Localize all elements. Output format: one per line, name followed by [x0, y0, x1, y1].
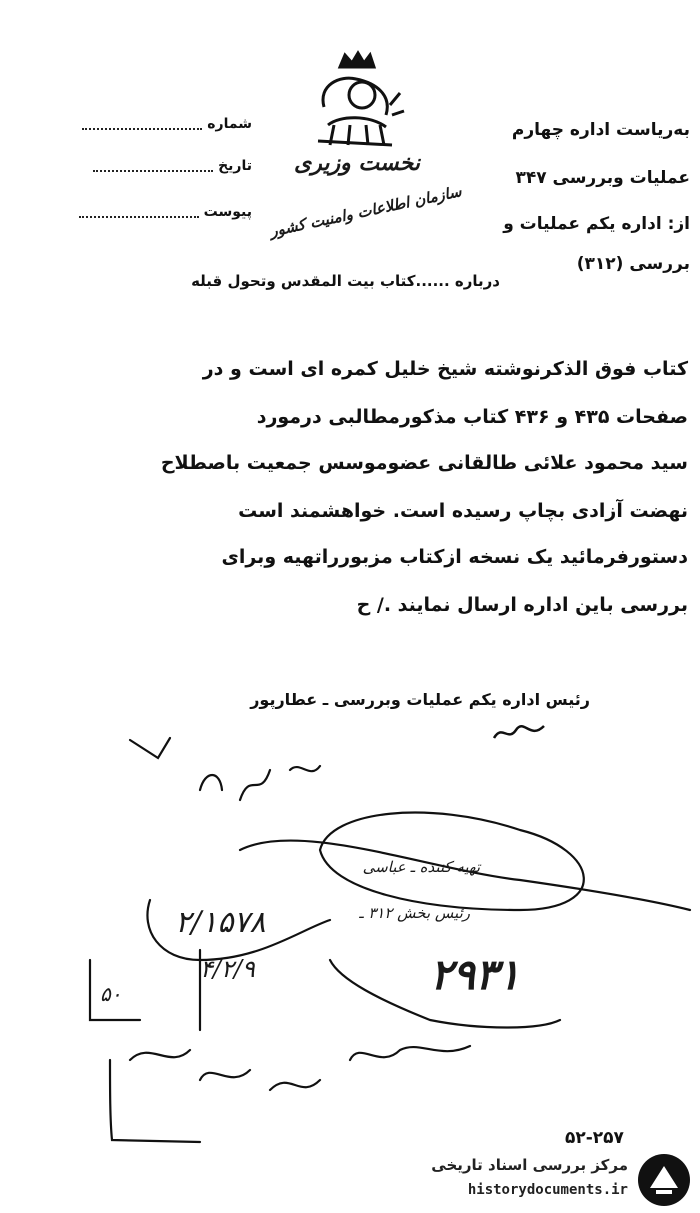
lion-and-sun-emblem-icon — [300, 45, 410, 155]
preparer-line1: تهیه کننده ـ عباسی — [362, 858, 480, 876]
number-value-dots — [82, 118, 202, 130]
document-number: ۵۲-۲۵۷ — [565, 1128, 624, 1148]
body-line: سید محمود علائی طالقانی عضوموسس جمعیت باصطلاح — [160, 452, 688, 474]
watermark-url: historydocuments.ir — [467, 1182, 628, 1198]
handwritten-annotations — [0, 730, 700, 1160]
addressee-line1: به‌ریاست اداره چهارم — [511, 120, 690, 140]
addressee-line3: از: اداره یکم عملیات و — [503, 214, 690, 234]
body-line: دستورفرمائید یک نسخه ازکتاب مزبورراتهیه وبرای — [221, 546, 688, 568]
body-line: صفحات ۴۳۵ و ۴۳۶ کتاب مذکورمطالبی درمورد — [256, 406, 688, 428]
handwritten-ref-b: ۴/۲/۹ — [200, 955, 255, 983]
subject-line: درباره ......کتاب بیت المقدس وتحول قبله — [191, 272, 500, 290]
date-value-dots — [93, 160, 213, 172]
attachment-label: پیوست — [203, 204, 252, 220]
preparer-line2: رئیس بخش ۳۱۲ ـ — [359, 904, 470, 922]
handwritten-big-number: ۲۹۳۱ — [430, 950, 521, 999]
handwritten-ref-a: ۲/۱۵۷۸ — [175, 905, 266, 940]
body-line: کتاب فوق الذکرنوشته شیخ خلیل کمره ای است و در — [202, 358, 688, 380]
org-stamp-line2: سازمان اطلاعات وامنیت کشور — [268, 182, 463, 241]
body-line: بررسی باین اداره ارسال نمایند ./ ح — [356, 594, 688, 616]
letter-body — [60, 358, 688, 640]
signature-line: رئیس اداره یکم عملیات وبررسی ـ عطارپور — [250, 690, 590, 709]
number-label: شماره — [207, 116, 252, 132]
body-line: نهضت آزادی بچاپ رسیده است. خواهشمند است — [238, 500, 688, 522]
attachment-value-dots — [79, 206, 199, 218]
addressee-line2: عملیات وبررسی ۳۴۷ — [515, 168, 690, 188]
handwritten-side-number: ۵۰ — [100, 982, 122, 1006]
org-stamp-line1: نخست وزیری — [294, 150, 420, 176]
watermark — [414, 1150, 694, 1210]
archive-logo-icon — [636, 1152, 692, 1208]
addressee-line4: بررسی (۳۱۲) — [576, 254, 690, 274]
number-field — [72, 116, 252, 132]
date-field — [72, 158, 252, 174]
attachment-field — [72, 204, 252, 220]
watermark-title: مرکز بررسی اسناد تاریخی — [431, 1156, 628, 1174]
date-label: تاریخ — [218, 158, 252, 174]
